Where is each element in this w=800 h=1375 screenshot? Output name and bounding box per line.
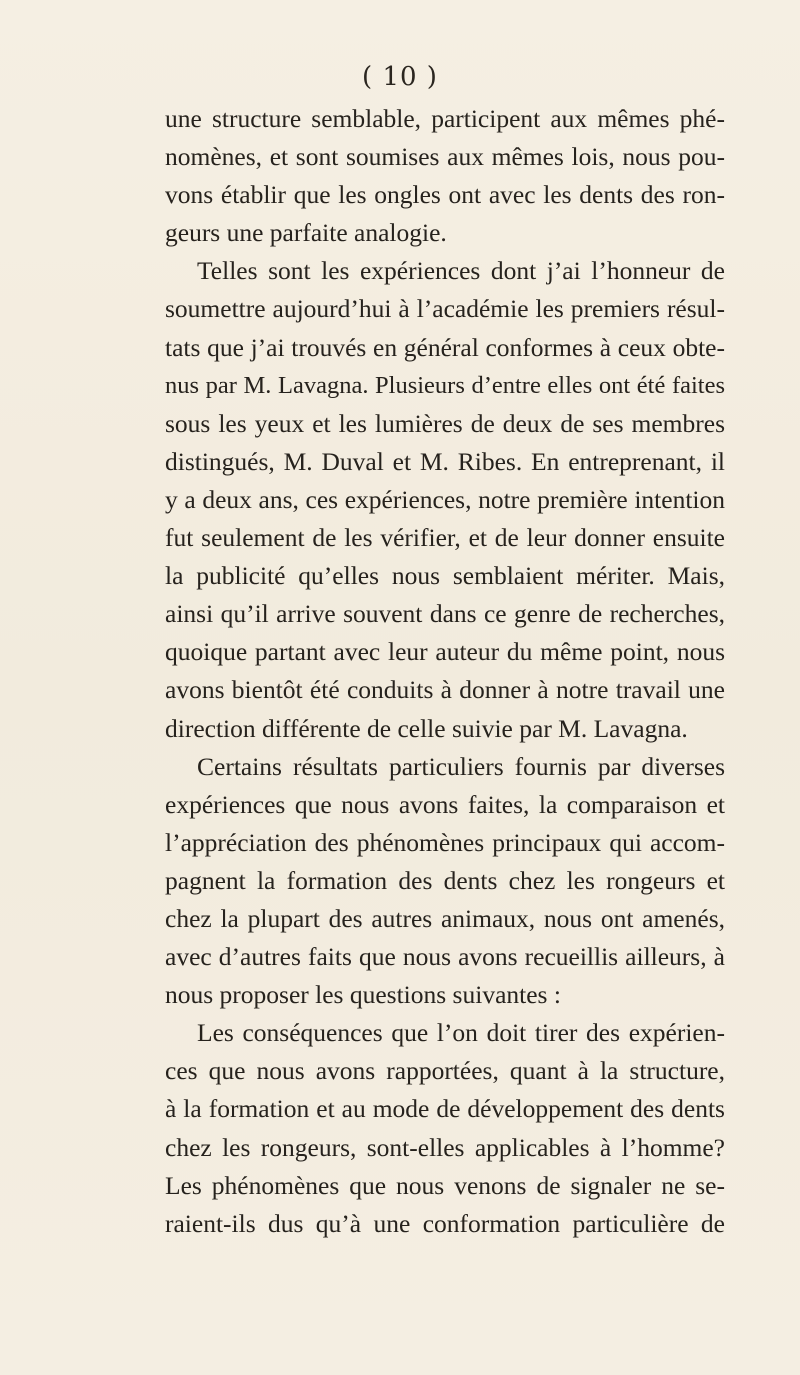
text-line: quoique partant avec leur auteur du même point, nous [165,637,725,667]
text-line: avons bientôt été conduits à donner à notre travail une [165,675,725,705]
text-line: sous les yeux et les lumières de deux de ses membres [165,408,725,438]
text-line: Telles sont les expériences dont j’ai l’honneur de [197,256,725,286]
text-line: ainsi qu’il arrive souvent dans ce genre de recherches, [165,599,725,629]
text-line: distingués, M. Duval et M. Ribes. En entreprenant, il [165,446,725,476]
text-line: ces que nous avons rapportées, quant à la structure, [165,1056,725,1086]
text-line: à la formation et au mode de développement des dents [165,1094,725,1124]
text-line: raient-ils dus qu’à une conformation particulière de [165,1208,725,1238]
text-line: geurs une parfaite analogie. [165,218,447,248]
text-line: chez la plupart des autres animaux, nous ont amenés, [165,903,725,933]
body-text [165,100,725,1243]
text-line: Les phénomènes que nous venons de signaler ne se- [165,1170,725,1200]
text-line: l’appréciation des phénomènes principaux qui accom- [165,827,725,857]
text-line: une structure semblable, participent aux mêmes phé- [165,104,725,133]
text-line: tats que j’ai trouvés en général conformes à ceux obte- [165,332,725,362]
page-number: ( 10 ) [362,62,438,92]
text-line: y a deux ans, ces expériences, notre première intention [165,484,725,514]
text-line: direction différente de celle suivie par M. Lavagna. [165,713,688,743]
text-line: chez les rongeurs, sont-elles applicables à l’homme? [165,1132,725,1162]
text-line: avec d’autres faits que nous avons recueillis ailleurs, à [165,942,725,972]
text-line: pagnent la formation des dents chez les rongeurs et [165,865,725,895]
text-line: nus par M. Lavagna. Plusieurs d’entre elles ont été faites [165,371,725,399]
text-line: vons établir que les ongles ont avec les dents des ron- [165,180,725,210]
text-line: la publicité qu’elles nous semblaient mériter. Mais, [165,561,725,591]
text-line: Certains résultats particuliers fournis par diverses [197,751,725,781]
text-line: nomènes, et sont soumises aux mêmes lois, nous pou- [165,142,725,172]
text-line: soumettre aujourd’hui à l’académie les premiers résul- [165,294,725,324]
text-line: fut seulement de les vérifier, et de leur donner ensuite [165,523,725,553]
text-line: nous proposer les questions suivantes : [165,980,561,1010]
text-line: expériences que nous avons faites, la comparaison et [165,789,725,819]
text-line: Les conséquences que l’on doit tirer des expérien- [197,1018,725,1048]
